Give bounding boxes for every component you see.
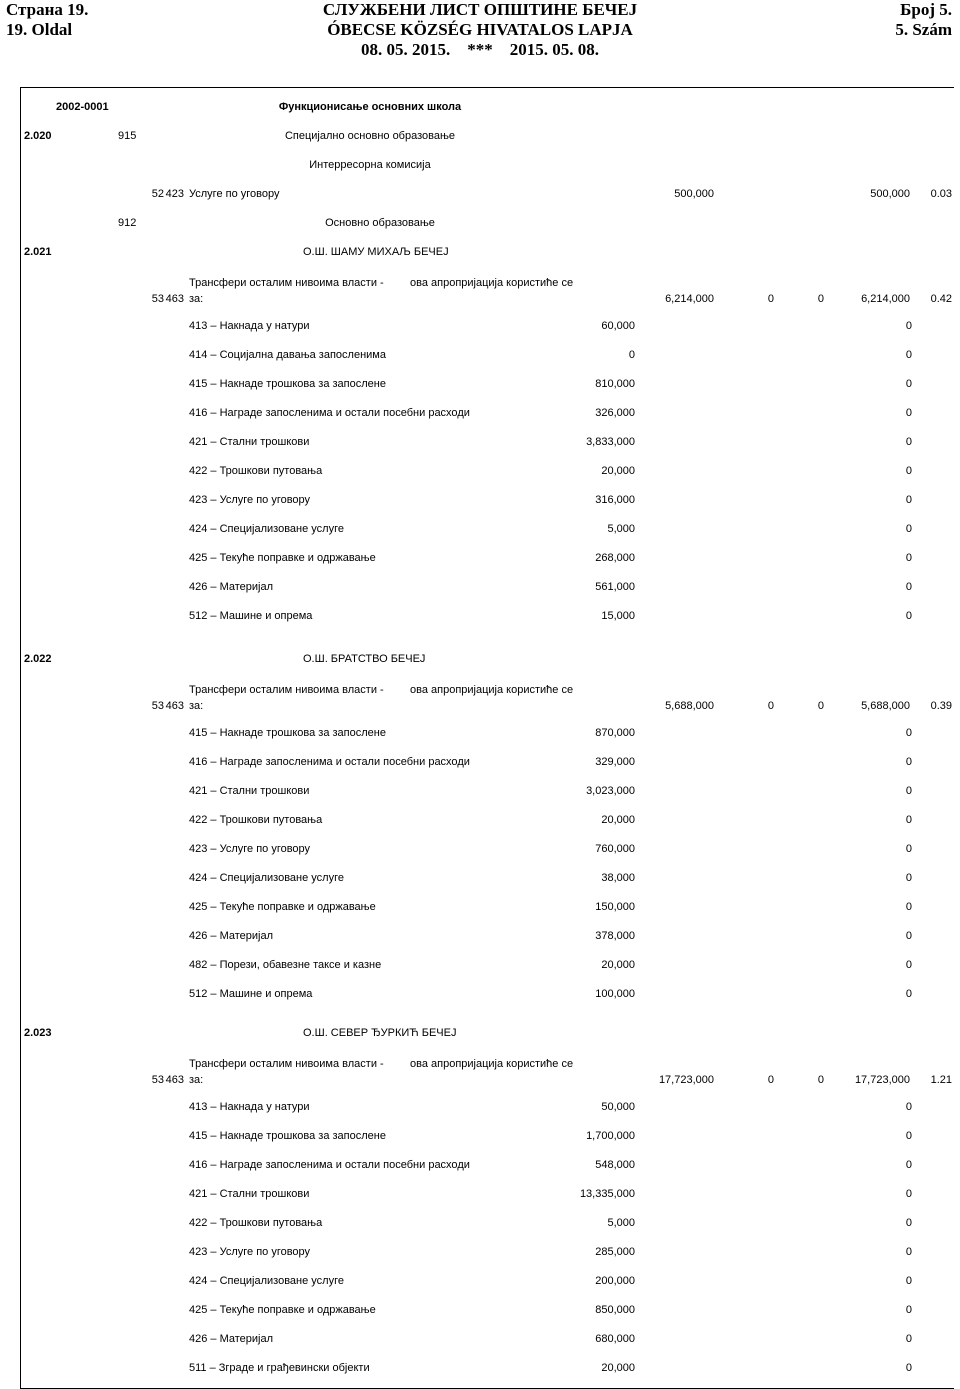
issue-number-sr: Број 5. — [900, 0, 952, 19]
expense-item-label: 425 – Текуће поправке и одржавање — [189, 552, 376, 564]
expense-item-other: 0 — [905, 610, 912, 622]
expense-item-label: 511 – Зграде и грађевински објекти — [189, 1362, 370, 1374]
expense-item-label: 422 – Трошкови путовања — [189, 814, 323, 826]
expense-item-amount: 20,000 — [601, 465, 635, 477]
issue-number-hu: 5. Szám — [895, 20, 952, 39]
expense-item-other: 0 — [905, 872, 912, 884]
expense-item-amount: 850,000 — [595, 1304, 635, 1316]
expense-amount: 500,000 — [674, 188, 714, 200]
transfer-label-end: за: — [189, 1074, 204, 1086]
school-program-code: 2.022 — [24, 653, 52, 665]
expense-item-amount: 680,000 — [595, 1333, 635, 1345]
program-code: 2.020 — [24, 130, 52, 142]
expense-item-other: 0 — [905, 843, 912, 855]
expense-item-other: 0 — [905, 901, 912, 913]
expense-item-other: 0 — [905, 930, 912, 942]
source-code: 53 — [151, 293, 164, 305]
expense-item-label: 422 – Трошкови путовања — [189, 1217, 323, 1229]
expense-item-other: 0 — [905, 756, 912, 768]
transfer-total: 17,723,000 — [658, 1074, 714, 1086]
expense-item-other: 0 — [905, 1188, 912, 1200]
school-name: О.Ш. БРАТСТВО БЕЧЕЈ — [303, 653, 426, 665]
expense-item-amount: 5,000 — [607, 523, 635, 535]
expense-item-other: 0 — [905, 349, 912, 361]
transfer-label-cont: ова апропријација користиће се — [410, 684, 574, 696]
source-code: 52 — [151, 188, 164, 200]
transfer-zero-1: 0 — [767, 1074, 774, 1086]
expense-item-amount: 378,000 — [595, 930, 635, 942]
school-program-code: 2.023 — [24, 1027, 52, 1039]
expense-item-amount: 870,000 — [595, 727, 635, 739]
expense-item-amount: 100,000 — [595, 988, 635, 1000]
expense-total: 500,000 — [870, 188, 910, 200]
expense-item-label: 424 – Специјализоване услуге — [189, 1275, 344, 1287]
function-code: 2002-0001 — [56, 101, 109, 113]
table-top-border — [20, 87, 954, 88]
expense-item-other: 0 — [905, 378, 912, 390]
interresor-commission: Интерресорна комисија — [309, 159, 431, 171]
expense-item-label: 423 – Услуге по уговору — [189, 843, 311, 855]
expense-item-label: 423 – Услуге по уговору — [189, 1246, 311, 1258]
expense-item-other: 0 — [905, 552, 912, 564]
expense-item-amount: 760,000 — [595, 843, 635, 855]
expense-item-other: 0 — [905, 1246, 912, 1258]
account-code: 463 — [165, 1074, 184, 1086]
expense-item-other: 0 — [905, 1159, 912, 1171]
transfer-zero-2: 0 — [817, 700, 824, 712]
transfer-label-cont: ова апропријација користиће се — [410, 277, 574, 289]
expense-item-other: 0 — [905, 1275, 912, 1287]
transfer-label-end: за: — [189, 293, 204, 305]
expense-item-amount: 150,000 — [595, 901, 635, 913]
expense-item-label: 421 – Стални трошкови — [189, 436, 310, 448]
expense-item-amount: 15,000 — [601, 610, 635, 622]
expense-item-label: 415 – Накнаде трошкова за запослене — [189, 1130, 386, 1142]
basic-education-title: Основно образовање — [325, 217, 435, 229]
school-program-code: 2.021 — [24, 246, 52, 258]
expense-item-amount: 548,000 — [595, 1159, 635, 1171]
expense-item-label: 512 – Машине и опрема — [189, 988, 313, 1000]
expense-item-label: 482 – Порези, обавезне таксе и казне — [189, 959, 382, 971]
expense-item-amount: 38,000 — [601, 872, 635, 884]
expense-item-label: 413 – Накнада у натури — [189, 1101, 310, 1113]
expense-item-label: 415 – Накнаде трошкова за запослене — [189, 727, 386, 739]
expense-item-amount: 3,023,000 — [586, 785, 635, 797]
expense-item-label: 414 – Социјална давања запосленима — [189, 349, 386, 361]
expense-item-other: 0 — [905, 407, 912, 419]
expense-item-label: 426 – Материјал — [189, 581, 274, 593]
expense-item-amount: 200,000 — [595, 1275, 635, 1287]
expense-item-amount: 268,000 — [595, 552, 635, 564]
page-number-sr: Страна 19. — [6, 0, 89, 19]
expense-item-amount: 13,335,000 — [579, 1188, 635, 1200]
function-title: Функционисање основних школа — [278, 101, 462, 113]
transfer-total-2: 6,214,000 — [861, 293, 910, 305]
expense-item-other: 0 — [905, 494, 912, 506]
school-name: О.Ш. СЕВЕР ЂУРКИЋ БЕЧЕЈ — [303, 1027, 457, 1039]
expense-item-other: 0 — [905, 1217, 912, 1229]
expense-item-other: 0 — [905, 465, 912, 477]
school-name: О.Ш. ШАМУ МИХАЉ БЕЧЕЈ — [303, 246, 449, 258]
expense-item-other: 0 — [905, 988, 912, 1000]
expense-label: Услуге по уговору — [189, 188, 280, 200]
expense-item-other: 0 — [905, 727, 912, 739]
expense-item-other: 0 — [905, 436, 912, 448]
source-code: 53 — [151, 1074, 164, 1086]
expense-item-label: 424 – Специјализоване услуге — [189, 523, 344, 535]
transfer-percent: 0.39 — [930, 700, 952, 712]
expense-percent: 0.03 — [930, 188, 952, 200]
transfer-total-2: 5,688,000 — [861, 700, 910, 712]
expense-item-other: 0 — [905, 959, 912, 971]
expense-item-label: 512 – Машине и опрема — [189, 610, 313, 622]
expense-item-label: 425 – Текуће поправке и одржавање — [189, 901, 376, 913]
expense-item-amount: 326,000 — [595, 407, 635, 419]
expense-item-label: 425 – Текуће поправке и одржавање — [189, 1304, 376, 1316]
transfer-total-2: 17,723,000 — [854, 1074, 910, 1086]
transfer-label: Трансфери осталим нивоима власти - — [189, 277, 384, 289]
transfer-zero-1: 0 — [767, 700, 774, 712]
transfer-zero-1: 0 — [767, 293, 774, 305]
expense-item-amount: 20,000 — [601, 814, 635, 826]
expense-item-amount: 20,000 — [601, 959, 635, 971]
expense-item-amount: 329,000 — [595, 756, 635, 768]
account-code: 463 — [165, 293, 184, 305]
expense-item-amount: 3,833,000 — [586, 436, 635, 448]
transfer-zero-2: 0 — [817, 293, 824, 305]
expense-item-other: 0 — [905, 320, 912, 332]
journal-title-sr: СЛУЖБЕНИ ЛИСТ ОПШТИНЕ БЕЧЕЈ — [322, 0, 638, 19]
expense-item-label: 426 – Материјал — [189, 930, 274, 942]
expense-item-amount: 285,000 — [595, 1246, 635, 1258]
source-code: 53 — [151, 700, 164, 712]
transfer-label-end: за: — [189, 700, 204, 712]
expense-item-amount: 316,000 — [595, 494, 635, 506]
expense-item-other: 0 — [905, 1304, 912, 1316]
expense-item-amount: 60,000 — [601, 320, 635, 332]
expense-item-label: 413 – Накнада у натури — [189, 320, 310, 332]
expense-item-other: 0 — [905, 1333, 912, 1345]
expense-item-label: 416 – Награде запосленима и остали посебни расходи — [189, 1159, 470, 1171]
expense-item-other: 0 — [905, 785, 912, 797]
expense-item-label: 422 – Трошкови путовања — [189, 465, 323, 477]
expense-item-other: 0 — [905, 1362, 912, 1374]
transfer-percent: 0.42 — [930, 293, 952, 305]
transfer-total: 5,688,000 — [665, 700, 714, 712]
issue-date-line: 08. 05. 2015. *** 2015. 05. 08. — [361, 40, 599, 59]
account-code: 463 — [165, 700, 184, 712]
program-function-number: 915 — [118, 130, 137, 142]
expense-item-label: 424 – Специјализоване услуге — [189, 872, 344, 884]
expense-item-other: 0 — [905, 1101, 912, 1113]
function-number-912: 912 — [118, 217, 137, 229]
expense-item-amount: 5,000 — [607, 1217, 635, 1229]
expense-item-label: 423 – Услуге по уговору — [189, 494, 311, 506]
transfer-total: 6,214,000 — [665, 293, 714, 305]
expense-item-amount: 1,700,000 — [586, 1130, 635, 1142]
expense-item-other: 0 — [905, 581, 912, 593]
account-code: 423 — [165, 188, 184, 200]
expense-item-label: 415 – Накнаде трошкова за запослене — [189, 378, 386, 390]
expense-item-other: 0 — [905, 1130, 912, 1142]
page-number-hu: 19. Oldal — [6, 20, 73, 39]
table-left-border — [20, 87, 21, 1389]
transfer-percent: 1.21 — [930, 1074, 952, 1086]
expense-item-amount: 810,000 — [595, 378, 635, 390]
expense-item-other: 0 — [905, 814, 912, 826]
journal-title-hu: ÓBECSE KÖZSÉG HIVATALOS LAPJA — [327, 20, 633, 39]
expense-item-amount: 561,000 — [595, 581, 635, 593]
expense-item-other: 0 — [905, 523, 912, 535]
program-title: Специјално основно образовање — [284, 130, 456, 142]
expense-item-amount: 0 — [628, 349, 635, 361]
transfer-label-cont: ова апропријација користиће се — [410, 1058, 574, 1070]
transfer-label: Трансфери осталим нивоима власти - — [189, 1058, 384, 1070]
expense-item-label: 416 – Награде запосленима и остали посебни расходи — [189, 756, 470, 768]
transfer-label: Трансфери осталим нивоима власти - — [189, 684, 384, 696]
expense-item-label: 416 – Награде запосленима и остали посебни расходи — [189, 407, 470, 419]
transfer-zero-2: 0 — [817, 1074, 824, 1086]
expense-item-label: 421 – Стални трошкови — [189, 1188, 310, 1200]
expense-item-label: 426 – Материјал — [189, 1333, 274, 1345]
expense-item-label: 421 – Стални трошкови — [189, 785, 310, 797]
expense-item-amount: 20,000 — [601, 1362, 635, 1374]
expense-item-amount: 50,000 — [601, 1101, 635, 1113]
